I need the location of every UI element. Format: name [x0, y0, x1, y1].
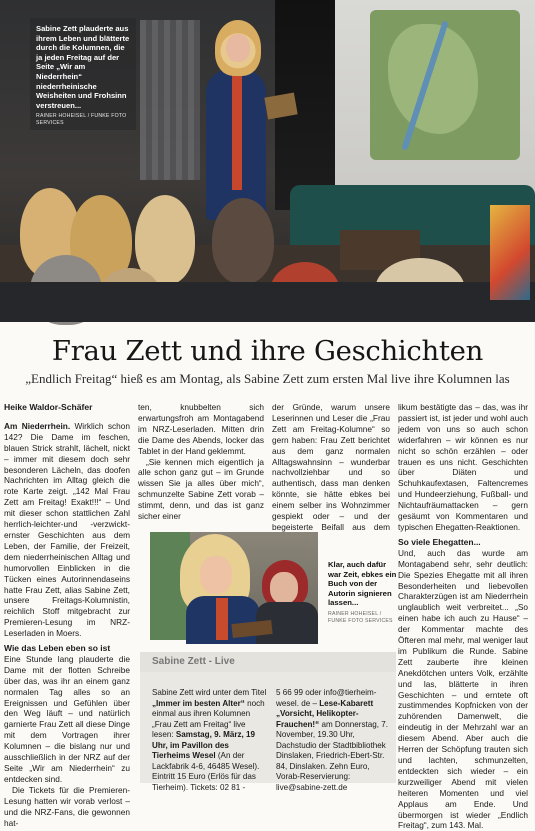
paragraph: Die Tickets für die Premieren-Lesung hatten wir vorab verlost – und die NRZ-Fans, die gewonnen hat- [4, 784, 130, 828]
dateline: Am Niederrhein. [4, 420, 71, 431]
headline: Frau Zett und ihre Geschichten [51, 335, 484, 367]
subheading: Wie das Leben eben so ist [4, 643, 111, 654]
paragraph-text: Wirklich schon 142? Die Dame im feschen, blauen Strick strahlt, lächelt, nickt – immer mit diesem doch sehr besonderen Lächeln, das doofen Nachrichten im Alltag gleich die rote Karte zeigt. „142 Mal Frau Zett am Freitag! Exakt!!!“ – Und mit dieser schon stattlichen Zahl herrlich-leichter-und -verzwickt-ernster Geschichten aus dem Leben, der Familie, der Freizeit, dem niederrheinischen Alltag und humorvollen Einblicken in die Tücken eines Autorinnendaseins hatte Frau Zett, alias Sabine Zett, unsere Freitags-Kolumnistin, reichlich Stoff mitgebracht zur Premieren-Lesung im NRZ-Leserladen in Moers. [4, 420, 130, 639]
subheadline: „Endlich Freitag“ hieß es am Montag, als Sabine Zett zum ersten Mal live ihre Kolumnen las [25, 371, 510, 386]
paragraph: ten, knubbelten sich erwartungsfroh am Montagabend im NRZ-Leserladen. Mitten drin die Dame des Abends, locker das Tablet in der Hand geklemmt. [138, 402, 264, 456]
subheading: So viele Ehegatten... [398, 536, 481, 547]
article-column-2 [138, 402, 264, 522]
info-text: noch einmal aus ihren Kolumnen „Frau Zett am Freitag“ live lesen: [152, 698, 265, 739]
event-title: Lese-Kabarett „Vorsicht, Helikopter-Frauchen!“ [276, 698, 374, 729]
paragraph [4, 421, 130, 639]
photo-caption: Sabine Zett plauderte aus ihrem Leben und blätterte durch die Kolumnen, die ja jeden Freitag auf der Seite „Wir am Niederrhein“ niederrheinische Weisheiten und Frohsinn verstreuen... [36, 24, 130, 110]
photo-audience-shoulders [0, 282, 535, 322]
photo-wall-map [370, 10, 520, 160]
info-box-column-2 [276, 688, 392, 793]
info-text: am Donnerstag, 7. November, 19.30 Uhr, Dachstudio der Stadtbibliothek Dinslaken, Friedrich-Ebert-Str. 84, Dinslaken. Zehn Euro, Vorab-Reservierung: live@sabine-zett.de [276, 719, 389, 792]
paragraph: Eine Stunde lang plauderte die Dame mit der flotten Schreibe über das, was ihr an einem ganz normalen Tag alles so an Ereignissen und Gefühlen über den Weg läuft – und natürlich garnierte Frau Zett all diese Dinge mit dem Vortragen ihrer Kolumnen – die bislang nur und ausschließlich in der NRZ auf der Seite „Wir am Niederrhein“ zu entdecken sind. [4, 653, 130, 784]
photo-speaker-scarf [232, 70, 242, 190]
article-column-1 [4, 402, 130, 828]
paragraph: Und, auch das wurde am Montagabend sehr, sehr deutlich: Die Spezies Ehegatte mit all ihren Besonderheiten und liebevollen Charakterzügen ist am Niederrhein unglaublich weit verbreitet... „So einen habe ich auch zu Hause“ – der Kommentar machte des Öfteren mal mehr, mal weniger laut im Publikum die Runde. Sabine Zett zauberte ihre kleinen Anekdötchen unters Volk, erzählte und las, blätterte in ihren Geschichten – und erntete oft zustimmendes Kopfnicken von der zuhörenden Damenwelt, die eindeutig in der Mehrzahl war an diesem Abend. Aber auch die Herren der Schöpfung trauten sich und lachten, schmunzelten, entdeckten sich wieder – ein kurzweiliger Abend mit vielen heiteren Momenten und viel Applaus am Ende. Und übermorgen ist wieder „Endlich Freitag“, zum 143. Mal. [398, 547, 528, 831]
info-text: (An der Lackfabrik 4-6, 46485 Wesel). Eintritt 15 Euro (Erlös für das Tierheim). Tickets: 02 81 - [152, 751, 260, 792]
event-title: „Immer im besten Alter“ [152, 698, 245, 708]
photo-speaker-face [226, 34, 250, 62]
inset-credit: RAINER HOHEISEL / FUNKE FOTO SERVICES [328, 610, 393, 624]
inset-author-face [200, 556, 232, 594]
photo-audience-head [212, 198, 274, 284]
paragraph: likum bestätigte das – das, was ihr passiert ist, ist jeder und wohl auch jedem von uns so auch schon widerfahren – wir können es nur nicht so schön erzählen – oder trauen es uns nicht. Geschichten über Diäten und Schuhkaufextasen, Faltencremes und Hundeerziehung, Fußball- und Nichtaufräumattacken – gern gesäumt von Kommentaren und typischen Ehegatten-Reaktionen. [398, 402, 528, 532]
photo-caption-box [30, 18, 136, 130]
author-byline: Heike Waldor-Schäfer [4, 402, 93, 412]
inset-reader-face [270, 572, 298, 604]
info-text: 5 66 99 oder info@tierheim-wesel. de – [276, 688, 377, 708]
inset-caption: Klar, auch dafür war Zeit, ebkes ein Buch von der Autorin signieren lassen... [328, 560, 397, 608]
paragraph: der Gründe, warum unsere Leserinnen und Leser die „Frau Zett am Freitag-Kolumne“ so gern haben: Frau Zett berichtet aus dem ganz normalen Alltagswahnsinn – wunderbar nachvollziehbar und so authentisch, dass man denken könnte, sie hätte ebkes bei einem selber ins Wohnzimmer gespiekt oder – und der begeisterte Beifall aus dem [272, 402, 390, 532]
inset-photo [150, 532, 318, 640]
info-text: Sabine Zett wird unter dem Titel [152, 688, 267, 697]
info-box-column-1 [152, 688, 268, 793]
photo-credit: RAINER HOHEISEL / FUNKE FOTO SERVICES [36, 113, 127, 127]
info-box-title: Sabine Zett - Live [152, 656, 235, 667]
photo-curtain [140, 20, 200, 180]
inset-caption-block [328, 560, 400, 625]
article-column-3 [272, 402, 390, 544]
event-info-box [140, 652, 396, 792]
event-date: Samstag, 9. März, 19 Uhr, im Pavillon des Tierheims Wesel [152, 730, 256, 760]
hero-photo [0, 0, 535, 318]
inset-author-scarf [216, 598, 228, 640]
paragraph: „Sie kennen mich eigentlich ja alle schon ganz gut – im Grunde wissen Sie ja alles über mich“, schmunzelte Sabine Zett vorab – stimmt, denn, und das ist ganz sicher einer [138, 456, 264, 522]
article-column-4 [398, 402, 528, 831]
photo-poster [490, 205, 530, 300]
